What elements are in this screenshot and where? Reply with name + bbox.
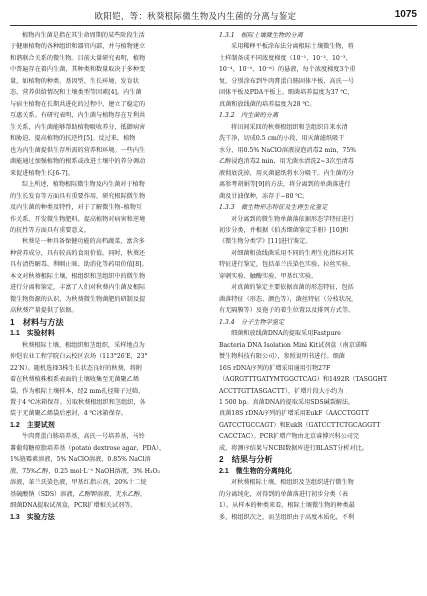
text-line: 秋葵根际土壤、根组织和茎组织，采样地点为 xyxy=(22,341,145,349)
text-line: 1）。从样本的种类来看，根际土壤微生物的种类最 xyxy=(219,502,355,510)
text-line: 袋，作为根际土壤样本，经2 mm孔径筛子过筛， xyxy=(10,387,145,395)
text-line: 16S rDNA序列的扩增采用通用引物27F xyxy=(219,364,331,372)
subsection-heading: 2.1 微生物的分离纯化 xyxy=(219,467,292,475)
text-line: 秋葵是一种具备保健功能的高档蔬菜，富含多 xyxy=(22,238,145,246)
text-line: 对细菌和放线菌采用不同的生理生化指标对其 xyxy=(231,249,354,257)
text-line: 真菌18S rDNA序列的扩增采用EukF（AACCTGGTT xyxy=(219,410,369,418)
text-line: 成，将测序结果与NCBI数据库进行BLAST分析对比。 xyxy=(219,444,368,452)
text-line: 高秋葵产量提供了依据。 xyxy=(10,307,78,315)
text-line: 基硫酸钠（SDS）溶液，乙醇钾溶液，无水乙醇， xyxy=(10,490,147,498)
subsubsection-heading: 1.3.3 微生物形态特征及生理生化鉴定 xyxy=(219,204,328,212)
text-line: 进行分离和鉴定，丰富了人们对秋葵内生菌及根际 xyxy=(10,284,146,292)
text-line: 于健康植物的各种组织和器官内部，并与植物建立 xyxy=(10,43,146,51)
text-line: 置于4 ℃冰箱保存。另取秋葵根组织和茎组织，各 xyxy=(10,399,146,406)
text-line: 牛肉膏蛋白胨培养基，高氏一号培养基，马铃 xyxy=(22,433,145,441)
text-line: 与宿主植物在长期共进化的过程中，建立了稳定的 xyxy=(10,100,146,108)
text-line: 赞生物科技有限公司），参照说明书进行。细菌 xyxy=(219,353,345,361)
text-line: 互惠关系。有研究表明，内生菌与植物存在互利共 xyxy=(10,112,146,120)
text-line: 中普遍存在着内生菌，其种类和数量取决于多种变 xyxy=(10,66,146,74)
page-number: 1075 xyxy=(394,9,417,20)
text-line: 的抗性等方面具有重要意义。 xyxy=(10,226,90,234)
text-line: 种营养成分，具有较高的食用价值。同时，秋葵还 xyxy=(10,249,146,257)
text-line: 植物内生菌是指在其生命周期的某些阶段生活 xyxy=(22,32,145,39)
left-column xyxy=(10,30,208,523)
text-line: 土样制备成不同浓度梯度（10⁻¹、10⁻²、10⁻³、 xyxy=(219,54,352,62)
text-line: 菌及甘油保种，冻存于−80 ℃。 xyxy=(219,192,309,200)
text-line: 乙醇浸泡消毒2 min，用无菌水清洗2~3次至清毒 xyxy=(219,158,354,166)
text-line: 和胁迫、提高植物的抗逆性[5]。反过来，植物 xyxy=(10,135,136,143)
text-line: 初步分类，并根据《伯杰细菌鉴定手册》[10]和 xyxy=(219,226,349,234)
subsubsection-heading: 1.3.1 根际土壤微生物的分离 xyxy=(219,32,303,39)
text-line: GATCCTGCCAGT）和EukR（GATCCTTCTGCAGGTT xyxy=(219,421,381,429)
text-line: 也为内生菌提供生存所需的营养和环境。一些内生 xyxy=(10,146,146,154)
text-line: 10⁻⁴、10⁻⁵、10⁻⁶）的悬液，每个浓度梯度3个重 xyxy=(219,66,356,74)
text-line: 固体平板及PDA平板上。细菌培养温度为37 ℃， xyxy=(219,89,354,97)
text-line: 真菌和放线菌的培养温度为28 ℃。 xyxy=(219,100,316,108)
text-line: （AGRGTTTGATYMTGGCTCAG）和1492R（TASGGHT xyxy=(219,376,388,384)
text-line: 生关系，内生菌能够帮助植物吸收养分、抵御病害 xyxy=(10,123,146,131)
text-line: 有无隔膜等）及孢子的着生位置以及排列方式等。 xyxy=(219,307,355,315)
text-line: CACCTAC）。PCR扩增产物由北京睿博兴科公司完 xyxy=(219,433,360,441)
text-line: 细菌和放线菌DNA的提取采用Fastpure xyxy=(231,330,341,338)
text-line: 采用稀释平板涂布法分离根际土壤微生物，将 xyxy=(231,43,354,51)
text-line: 穿刺实验、触酶实验、甲基红实验。 xyxy=(219,272,318,280)
text-line: 将田间采回的秋葵根组织和茎组织自来水清 xyxy=(231,123,348,131)
text-line: 特征进行鉴定，包括革兰氏染色实验、拉丝实验、 xyxy=(219,261,355,269)
text-line: 综上所述，植物根际微生物及内生菌对于植物 xyxy=(22,181,145,189)
subsubsection-heading: 1.3.4 分子生物学鉴定 xyxy=(219,318,285,326)
running-title: 欧阳铠，等：秋葵根际微生物及内生菌的分离与鉴定 xyxy=(94,11,297,21)
section-heading: 2 结果与分析 xyxy=(219,455,273,465)
section-heading: 1 材料与方法 xyxy=(10,317,64,327)
text-line: 22′N）。随机选择3株生长状态良好的秋葵，将附 xyxy=(10,364,143,372)
text-line: 对分离到的微生物单菌落依据形态学特征进行 xyxy=(231,215,354,223)
text-line: Bacteria DNA Isolation Mini Kit试剂盒（南京诺唯 xyxy=(219,341,368,349)
text-line: 菌落特征（形态、颜色等），菌丝特征（分枝状况， xyxy=(219,295,358,303)
text-line: 《微生物分类学》[11]进行鉴定。 xyxy=(219,238,312,246)
text-line: 本文对秋葵根际土壤、根组织和茎组织中的微生物 xyxy=(10,272,146,280)
text-line: 仲恺农业工程学院白云校区农场（113°26′E，23° xyxy=(10,353,148,361)
running-header xyxy=(10,9,417,26)
text-line: 对秋葵根际土壤、根组织及茎组织进行微生物 xyxy=(231,479,354,487)
text-line: ACCTTGTTASGACTT），扩增片段大小约为 xyxy=(219,387,344,395)
subsubsection-heading: 1.3.2 内生菌的分离 xyxy=(219,112,279,120)
text-line: 具有清热解毒、利咽止咳、助消化等药用价值[8]。 xyxy=(10,261,148,269)
subsection-heading: 1.3 实验方法 xyxy=(10,513,55,521)
text-line: 溶液，革兰氏染色液，甲基红指示剂，20%十二烷 xyxy=(10,479,147,487)
text-line: 液彻底洗掉，用灭菌滤纸将水分吸干。内生菌的分 xyxy=(219,169,355,177)
text-line: 态、营养供给情况和土壤类型等因素[4]。内生菌 xyxy=(10,89,142,97)
text-line: 细菌DNA提取试剂盒，PCR扩增相关试剂等。 xyxy=(10,502,137,510)
subsection-heading: 1.2 主要试剂 xyxy=(10,421,55,429)
right-column xyxy=(219,30,417,523)
text-line: 水分，用0.5% NaClO溶液浸泡消毒2 min，75% xyxy=(219,146,357,154)
text-line: 薯葡萄糖琼脂培养基（potato dextrose agar，PDA）， xyxy=(10,444,166,452)
text-line: 洗干净，切成0.5 cm的小段，用灭菌滤纸吸干 xyxy=(219,135,345,143)
text-line: 和谐联合关系的微生物。目前大量研究表明，植物 xyxy=(10,54,146,62)
text-line: 作关系、开发微生物肥料、提高植物对病害和逆境 xyxy=(10,215,146,223)
text-line: 1 500 bp。真菌DNA的提取采用SDS碱裂解法。 xyxy=(219,399,355,406)
text-line: 1%链霉素溶液，5% NaClO溶液，0.85% NaCl溶 xyxy=(10,456,151,464)
text-line: 着在秋葵植株根系表面的土壤收集至无菌聚乙烯 xyxy=(10,376,139,384)
text-line: 微生物资源的认识，为秋葵微生物菌肥的研制及提 xyxy=(10,295,146,303)
text-line: 及内生菌的种类及特性，对于了解微生物–植物互 xyxy=(10,204,143,212)
text-line: 多，根组织次之，而茎组织由于高度木质化，不利 xyxy=(219,513,355,521)
text-line: 液，75%乙醇，0.25 mol·L⁻¹ NaOH溶液，3% H₂O₂ xyxy=(10,467,160,475)
text-line: 装于无菌聚乙烯袋后密封，4 ℃冰箱保存。 xyxy=(10,410,128,418)
text-line: 离参考胡娟等[9]的方法，将分离到的单菌落进行 xyxy=(219,181,351,189)
text-line: 的生长发育等方面具有重要作用，研究根际微生物 xyxy=(10,192,146,200)
text-line: 菌能通过加强植物的根系或改进土壤中的养分调动 xyxy=(10,158,146,166)
text-line: 来促进植物生长[6-7]。 xyxy=(10,169,74,177)
text-line: 对真菌的鉴定主要依据真菌的形态特征，包括 xyxy=(231,284,354,292)
text-line: 复，分别涂布到牛肉膏蛋白胨固体平板、高氏一号 xyxy=(219,77,355,85)
text-line: 量，如植物的种类、基因型、生长环境、发育状 xyxy=(10,77,139,85)
subsection-heading: 1.1 实验材料 xyxy=(10,330,55,338)
text-line: 的分离纯化，对得到的单菌落进行初步分类（表 xyxy=(219,490,348,498)
